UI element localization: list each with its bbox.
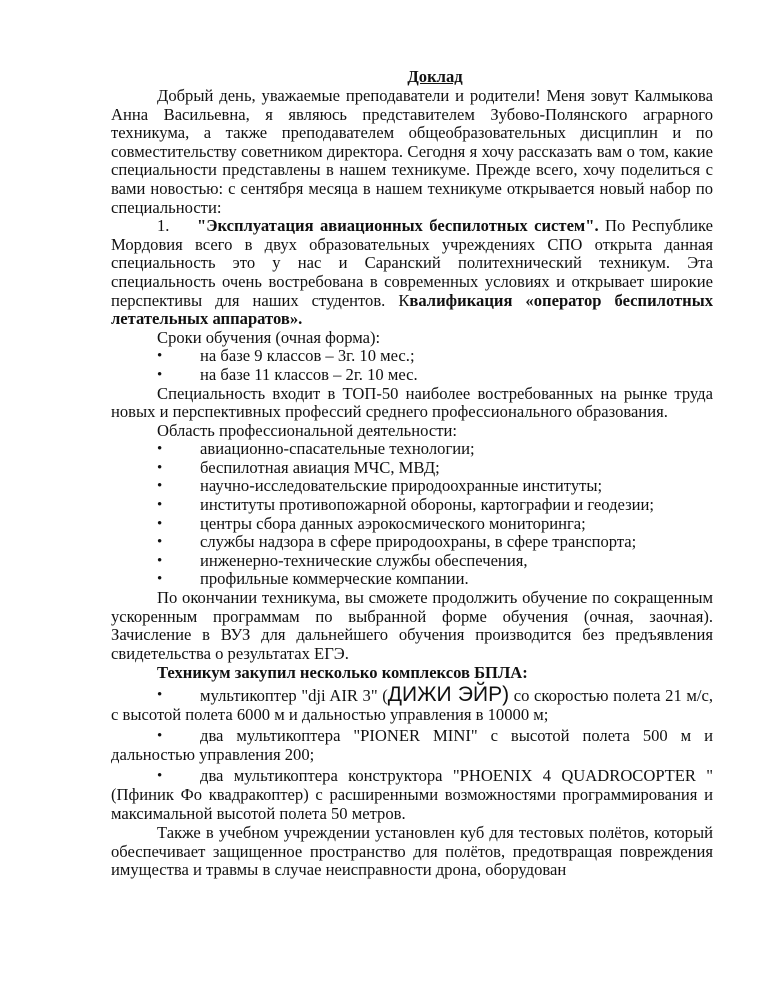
qualification-text: валификация «оператор беспилотных летательных аппаратов». <box>111 290 713 329</box>
bullet-icon: • <box>157 687 163 703</box>
purchase-item <box>111 767 713 823</box>
fields-list <box>111 440 713 589</box>
top50-paragraph: Специальность входит в ТОП-50 наиболее востребованных на рынке труда новых и перспективных профессий среднего профессионального образования. <box>111 383 713 422</box>
specialty-number: 1. <box>157 216 170 236</box>
list-item: • центры сбора данных аэрокосмического мониторинга; <box>111 515 713 534</box>
purchase-item-text: два мультикоптера "PIONER MINI" с высотой полета 500 м и дальностью управления 200; <box>111 726 713 764</box>
list-item: • службы надзора в сфере природоохраны, в сфере транспорта; <box>111 533 713 552</box>
intro-paragraph: Добрый день, уважаемые преподаватели и родители! Меня зовут Калмыкова Анна Васильевна, я являюсь представителем Зубово-Полянского аграрного техникума, а также преподавателем общеобразовательных дисциплин и по совместительству советником директора. Сегодня я хочу рассказать вам о том, какие специальности представлены в нашем техникуме. Прежде всего, хочу поделиться с вами новостью: с сентября месяца в нашем техникуме открывается новый набор по специальности: <box>111 86 713 217</box>
specialty-paragraph <box>111 217 713 329</box>
terms-list <box>111 347 713 384</box>
list-item: • институты противопожарной обороны, картографии и геодезии; <box>111 496 713 515</box>
purchase-heading: Техникум закупил несколько комплексов БПЛА: <box>157 663 528 683</box>
field-heading: Область профессиональной деятельности: <box>157 420 457 440</box>
purchase-item-text-after: со скоростью полета 21 м/с, с высотой полета 6000 м и дальностью управления в 10000 м; <box>111 686 713 724</box>
purchase-item <box>111 727 713 764</box>
list-item: • профильные коммерческие компании. <box>111 570 713 589</box>
list-item: • инженерно-технические службы обеспечения, <box>111 552 713 571</box>
bullet-icon: • <box>157 768 163 785</box>
document-page <box>111 67 713 880</box>
list-item: • на базе 11 классов – 2г. 10 мес. <box>111 366 713 385</box>
specialty-name: "Эксплуатация авиационных беспилотных систем". <box>197 216 599 236</box>
bullet-icon: • <box>157 728 163 745</box>
terms-heading: Сроки обучения (очная форма): <box>157 327 381 347</box>
cube-paragraph: Также в учебном учреждении установлен куб для тестовых полётов, который обеспечивает защищенное пространство для полётов, предотвращая повреждения имущества и травмы в случае неисправности дрона, оборудован <box>111 823 713 880</box>
document-title: Доклад <box>407 67 463 86</box>
list-item: • беспилотная авиация МЧС, МВД; <box>111 459 713 478</box>
purchase-item <box>111 683 713 724</box>
purchase-item-text: два мультикоптера конструктора "PHOENIX 4 QUADROCOPTER "(Пфиник Фо квадракоптер) с расширенными возможностями программирования и максимальной высотой полета 50 метров. <box>111 766 713 823</box>
purchase-item-highlight: ДИЖИ ЭЙР) <box>387 683 510 706</box>
list-item: • на базе 9 классов – 3г. 10 мес.; <box>111 347 713 366</box>
specialty-text: По Республике Мордовия всего в двух образовательных учреждениях СПО открыта данная специальность это у нас и Саранский политехнический техникум. Эта специальность очень востребована в современных условиях и открывает широкие перспективы для наших студентов. К <box>111 216 713 310</box>
continuation-paragraph: По окончании техникума, вы сможете продолжить обучение по сокращенным ускоренным программам по выбранной форме обучения (очная, заочная). Зачисление в ВУЗ для дальнейшего обучения производится без предъявления свидетельства о результатах ЕГЭ. <box>111 588 713 663</box>
list-item: • авиационно-спасательные технологии; <box>111 440 713 459</box>
list-item: • научно-исследовательские природоохранные институты; <box>111 477 713 496</box>
purchase-item-text: мультикоптер "dji AIR 3" ( <box>200 686 388 705</box>
